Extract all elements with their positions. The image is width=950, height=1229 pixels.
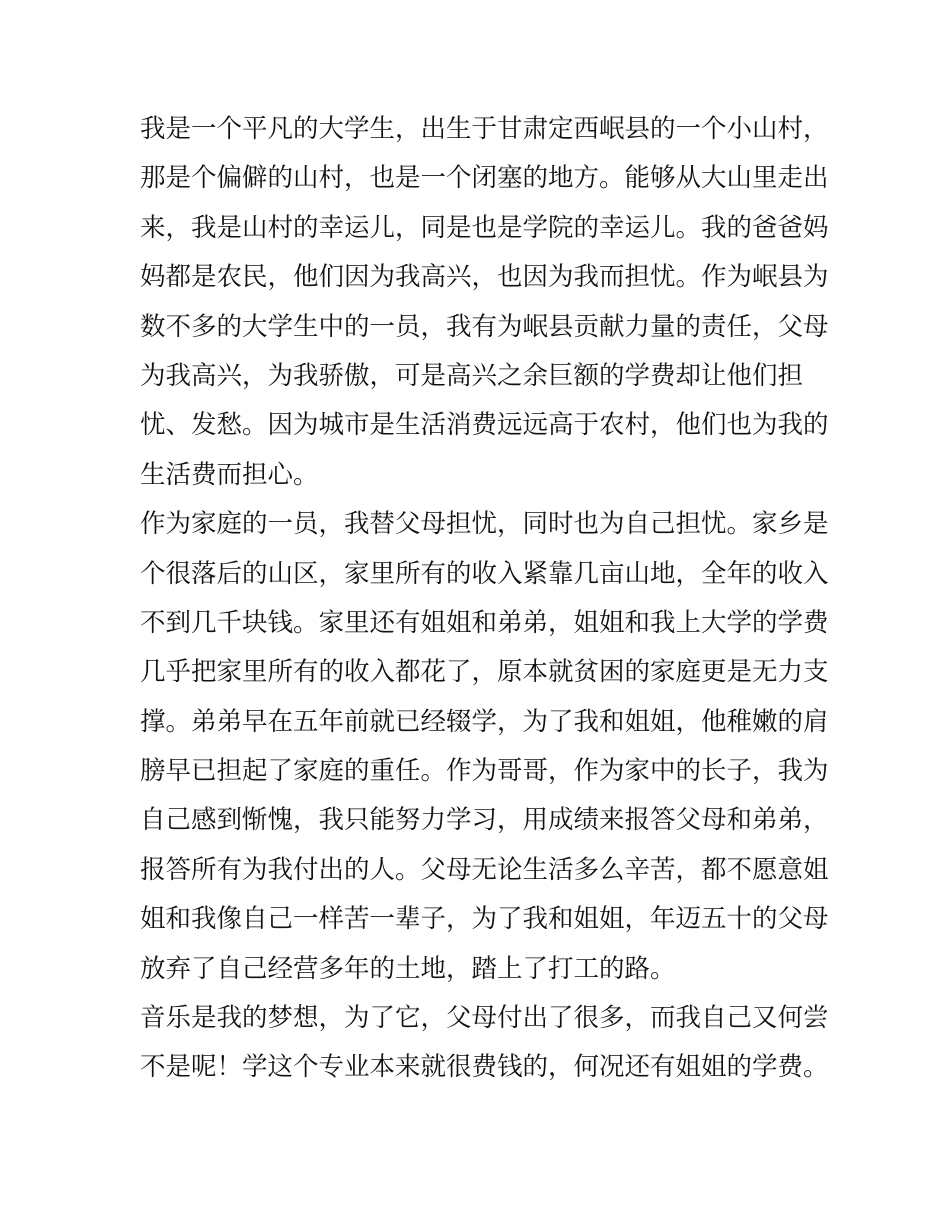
text-line: 生活费而担心。 [140, 459, 319, 490]
text-line: 忧、发愁。因为城市是生活消费远远高于农村，他们也为我的 [140, 410, 829, 441]
text-line: 不到几千块钱。家里还有姐姐和弟弟，姐姐和我上大学的学费 [140, 607, 829, 638]
text-line: 我是一个平凡的大学生，出生于甘肃定西岷县的一个小山村， [140, 114, 829, 144]
text-line: 自己感到惭愧，我只能努力学习，用成绩来报答父母和弟弟， [140, 805, 829, 836]
document-body [140, 105, 830, 1093]
text-line: 膀早已担起了家庭的重任。作为哥哥，作为家中的长子，我为 [140, 756, 829, 787]
paragraph-3 [140, 994, 830, 1093]
text-line: 作为家庭的一员，我替父母担忧，同时也为自己担忧。家乡是 [140, 509, 829, 540]
text-line: 几乎把家里所有的收入都花了，原本就贫困的家庭更是无力支 [140, 657, 829, 688]
text-line: 个很落后的山区，家里所有的收入紧靠几亩山地，全年的收入 [140, 558, 829, 589]
text-line: 姐和我像自己一样苦一辈子，为了我和姐姐，年迈五十的父母 [140, 904, 829, 935]
text-line: 音乐是我的梦想，为了它，父母付出了很多，而我自己又何尝 [140, 1003, 829, 1034]
text-line: 报答所有为我付出的人。父母无论生活多么辛苦，都不愿意姐 [140, 854, 829, 885]
text-line: 撑。弟弟早在五年前就已经辍学，为了我和姐姐，他稚嫩的肩 [140, 706, 829, 737]
text-line: 妈都是农民，他们因为我高兴，也因为我而担忧。作为岷县为 [140, 262, 829, 293]
text-line: 为我高兴，为我骄傲，可是高兴之余巨额的学费却让他们担 [140, 360, 804, 391]
paragraph-2 [140, 500, 830, 994]
text-line: 不是呢！学这个专业本来就很费钱的，何况还有姐姐的学费。 [140, 1052, 829, 1083]
text-line: 数不多的大学生中的一员，我有为岷县贡献力量的责任，父母 [140, 311, 829, 342]
text-line: 那是个偏僻的山村，也是一个闭塞的地方。能够从大山里走出 [140, 163, 829, 194]
text-line: 来，我是山村的幸运儿，同是也是学院的幸运儿。我的爸爸妈 [140, 212, 829, 243]
text-line: 放弃了自己经营多年的土地，踏上了打工的路。 [140, 953, 676, 984]
paragraph-1 [140, 105, 830, 500]
